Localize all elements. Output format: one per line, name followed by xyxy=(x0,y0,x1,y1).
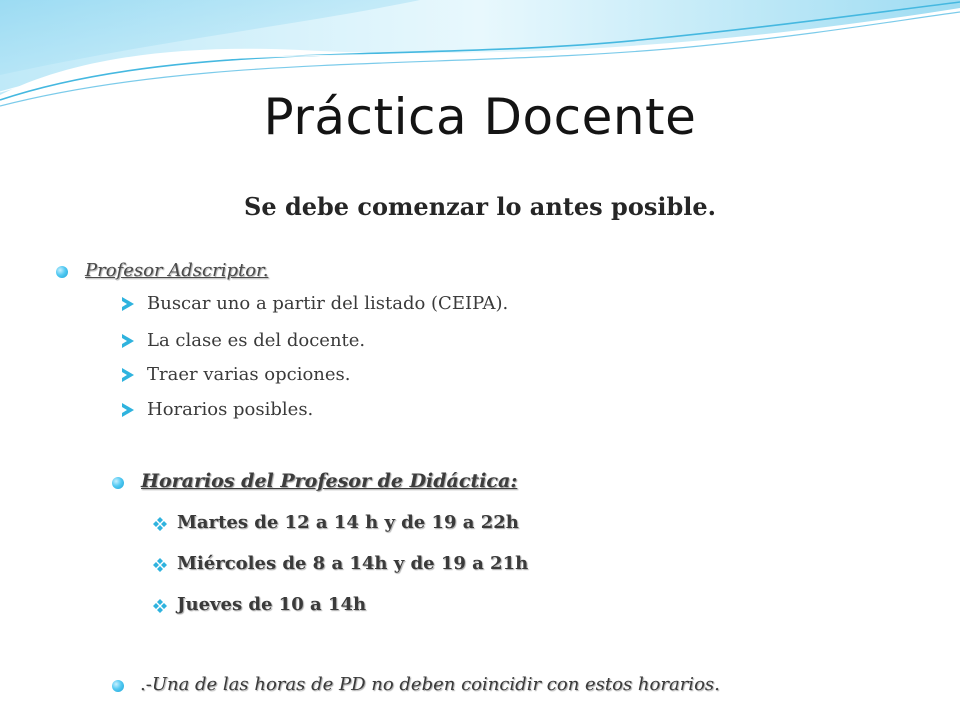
profesor-item: Buscar uno a partir del listado (CEIPA). xyxy=(147,293,509,314)
circle-bullet-icon xyxy=(112,477,124,489)
profesor-item: La clase es del docente. xyxy=(147,330,366,351)
diamond-icon xyxy=(153,599,167,613)
note-prefix: .- xyxy=(140,674,152,695)
note-text xyxy=(140,674,720,695)
arrowhead-icon xyxy=(122,334,134,348)
horario-item: Miércoles de 8 a 14h y de 19 a 21h xyxy=(177,553,529,574)
horario-item: Jueves de 10 a 14h xyxy=(177,594,367,615)
slide-subtitle: Se debe comenzar lo antes posible. xyxy=(244,192,716,221)
circle-bullet-icon xyxy=(112,680,124,692)
arrowhead-icon xyxy=(122,403,134,417)
profesor-heading: Profesor Adscriptor. xyxy=(85,260,269,281)
arrowhead-icon xyxy=(122,297,134,311)
arrowhead-icon xyxy=(122,368,134,382)
circle-bullet-icon xyxy=(56,266,68,278)
slide-title: Práctica Docente xyxy=(263,88,697,146)
horarios-heading: Horarios del Profesor de Didáctica: xyxy=(141,470,518,492)
profesor-item: Horarios posibles. xyxy=(147,399,314,420)
diamond-icon xyxy=(153,558,167,572)
diamond-icon xyxy=(153,517,167,531)
horario-item: Martes de 12 a 14 h y de 19 a 22h xyxy=(177,512,519,533)
profesor-item: Traer varias opciones. xyxy=(147,364,351,385)
note-body: Una de las horas de PD no deben coincidir con estos horarios. xyxy=(151,674,720,695)
